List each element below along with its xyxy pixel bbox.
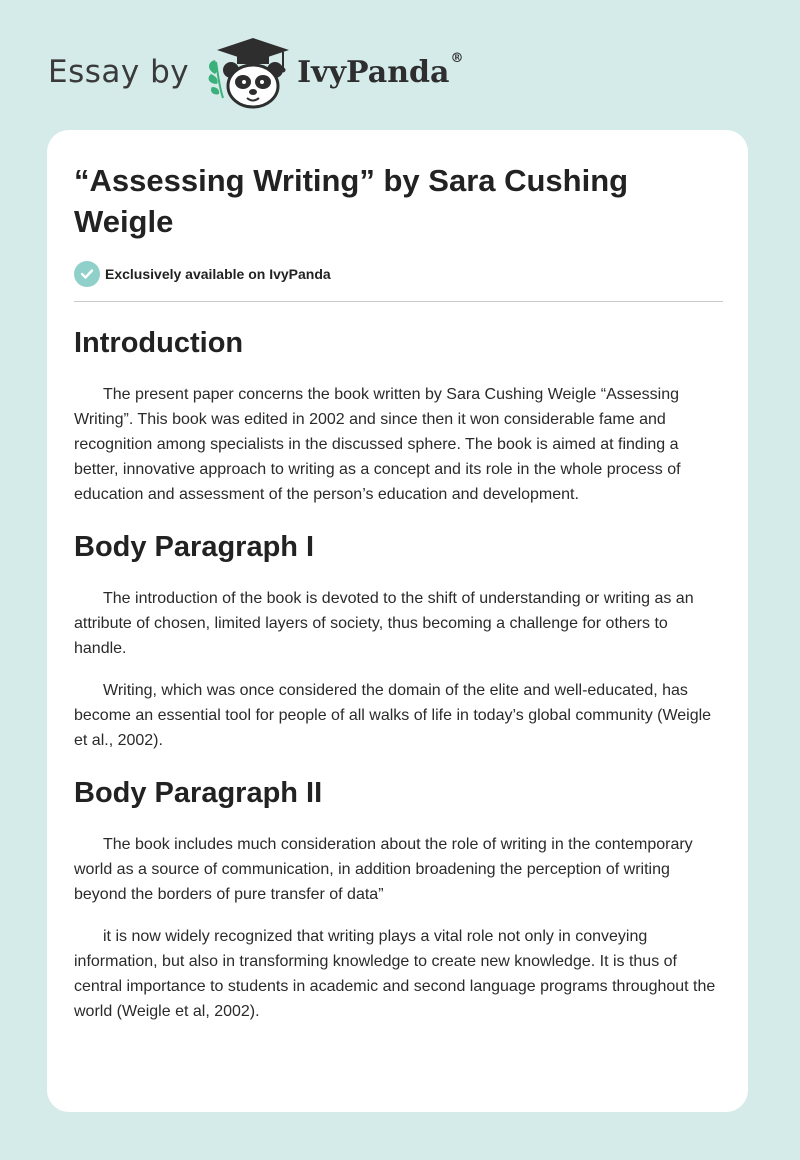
section-heading-body-2: Body Paragraph II <box>74 777 323 809</box>
exclusive-badge <box>74 260 724 288</box>
brand-name[interactable] <box>297 50 464 90</box>
divider <box>74 301 723 302</box>
essay-title: “Assessing Writing” by Sara Cushing Weigle <box>74 163 629 239</box>
check-icon <box>74 261 100 287</box>
paragraph: it is now widely recognized that writing plays a vital role not only in conveying information, but also in transforming knowledge to create new knowledge. It is thus of central importance to students in academic and second language programs throughout the world (Weigle et al, 2002). <box>74 928 716 1020</box>
paragraph: The introduction of the book is devoted to the shift of understanding or writing as an attribute of chosen, limited layers of society, thus becoming a challenge for others to handle. <box>74 590 694 657</box>
essay-by-label: Essay by <box>48 54 190 90</box>
paragraph: Writing, which was once considered the domain of the elite and well-educated, has become an essential tool for people of all walks of life in today’s global community (Weigle et al., 2002). <box>74 682 712 749</box>
registered-mark: ® <box>450 50 464 66</box>
section-heading-introduction: Introduction <box>74 327 244 359</box>
essay-content <box>74 160 724 1024</box>
brand-name-text: IvyPanda <box>297 54 450 90</box>
essay-card <box>47 130 748 1112</box>
section-heading-body-1: Body Paragraph I <box>74 531 315 563</box>
exclusive-label: Exclusively available on IvyPanda <box>105 266 331 282</box>
panda-graduate-icon <box>203 34 295 110</box>
site-header <box>48 34 463 110</box>
paragraph: The book includes much consideration about the role of writing in the contemporary world as a source of communication, in addition broadening the perception of writing beyond the borders of pure transfer of data” <box>74 836 693 903</box>
paragraph: The present paper concerns the book written by Sara Cushing Weigle “Assessing Writing”. This book was edited in 2002 and since then it won considerable fame and recognition among specialists in the discussed sphere. The book is aimed at finding a better, innovative approach to writing as a concept and its role in the whole process of education and assessment of the person’s education and development. <box>74 386 681 503</box>
